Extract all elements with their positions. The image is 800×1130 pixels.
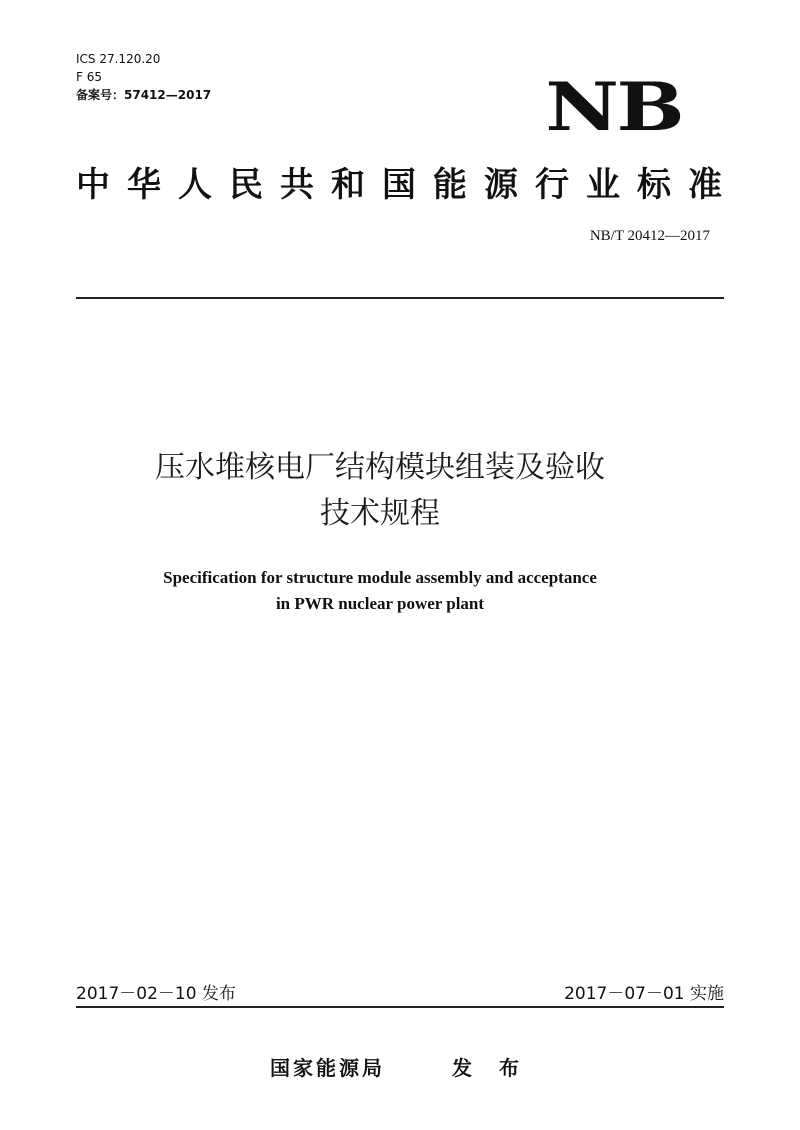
english-title-line-1: Specification for structure module assembly and acceptance: [163, 568, 597, 587]
industry-standard-title: 中华人民共和国能源行业标准: [76, 165, 739, 205]
date-divider: [76, 1006, 724, 1008]
publisher-name: 国家能源局: [270, 1056, 385, 1080]
publish-label: 发 布: [452, 1056, 529, 1080]
header-divider: [76, 297, 724, 299]
classification-code: F 65: [76, 70, 102, 84]
standard-number: NB/T 20412—2017: [589, 228, 710, 244]
nb-logo: NB: [545, 68, 682, 146]
ics-code: ICS 27.120.20: [76, 52, 161, 66]
chinese-title-line-1: 压水堆核电厂结构模块组装及验收: [155, 450, 605, 485]
english-title-line-2: in PWR nuclear power plant: [275, 594, 485, 613]
record-number: 备案号：57412—2017: [76, 88, 212, 102]
chinese-title-line-2: 技术规程: [320, 496, 440, 531]
implementation-date: 2017－07－01 实施: [564, 984, 724, 1004]
issue-date: 2017－02－10 发布: [76, 984, 236, 1004]
